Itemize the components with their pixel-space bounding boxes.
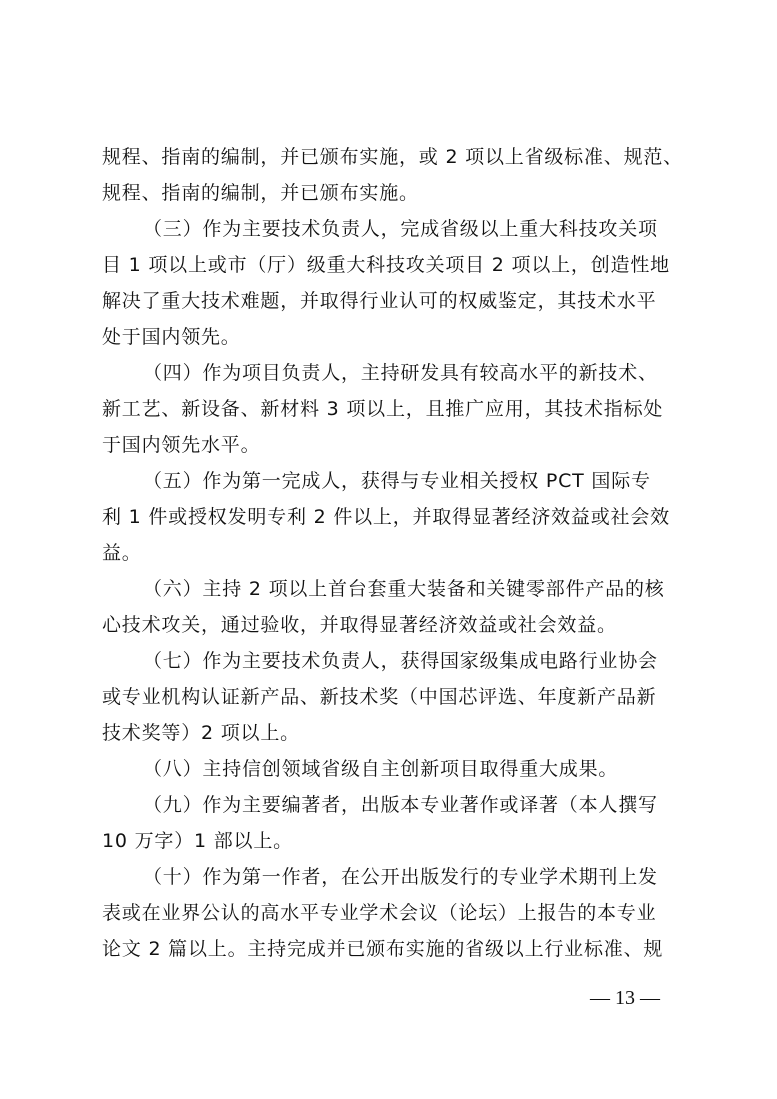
paragraph-start-line: （八）主持信创领域省级自主创新项目取得重大成果。 bbox=[143, 758, 619, 780]
paragraph-start-line: （六）主持 2 项以上首台套重大装备和关键零部件产品的核 bbox=[143, 578, 665, 600]
paragraph-start-line: （五）作为第一完成人，获得与专业相关授权 PCT 国际专 bbox=[143, 470, 651, 492]
text-line: 于国内领先水平。 bbox=[102, 434, 261, 456]
text-line: 心技术攻关，通过验收，并取得显著经济效益或社会效益。 bbox=[102, 614, 617, 636]
text-line: 新工艺、新设备、新材料 3 项以上，且推广应用，其技术指标处 bbox=[102, 398, 664, 420]
text-line: 或专业机构认证新产品、新技术奖（中国芯评选、年度新产品新 bbox=[102, 686, 657, 708]
text-line: 规程、指南的编制，并已颁布实施。 bbox=[102, 182, 419, 204]
paragraph-start-line: （九）作为主要编著者，出版本专业著作或译著（本人撰写 bbox=[143, 794, 658, 816]
text-line: 表或在业界公认的高水平专业学术会议（论坛）上报告的本专业 bbox=[102, 902, 657, 924]
text-line: 目 1 项以上或市（厅）级重大科技攻关项目 2 项以上，创造性地 bbox=[102, 254, 670, 276]
page-number: — 13 — bbox=[590, 987, 660, 1009]
text-line: 解决了重大技术难题，并取得行业认可的权威鉴定，其技术水平 bbox=[102, 290, 657, 312]
text-line: 规程、指南的编制，并已颁布实施，或 2 项以上省级标准、规范、 bbox=[102, 146, 683, 168]
paragraph-start-line: （三）作为主要技术负责人，完成省级以上重大科技攻关项 bbox=[143, 218, 658, 240]
paragraph-start-line: （四）作为项目负责人，主持研发具有较高水平的新技术、 bbox=[143, 362, 658, 384]
text-line: 益。 bbox=[102, 542, 142, 564]
paragraph-start-line: （十）作为第一作者，在公开出版发行的专业学术期刊上发 bbox=[143, 866, 658, 888]
text-line: 利 1 件或授权发明专利 2 件以上，并取得显著经济效益或社会效 bbox=[102, 506, 670, 528]
text-line: 技术奖等）2 项以上。 bbox=[102, 722, 300, 744]
text-line: 论文 2 篇以上。主持完成并已颁布实施的省级以上行业标准、规 bbox=[102, 938, 664, 960]
text-line: 10 万字）1 部以上。 bbox=[102, 830, 293, 852]
paragraph-start-line: （七）作为主要技术负责人，获得国家级集成电路行业协会 bbox=[143, 650, 658, 672]
text-line: 处于国内领先。 bbox=[102, 326, 241, 348]
